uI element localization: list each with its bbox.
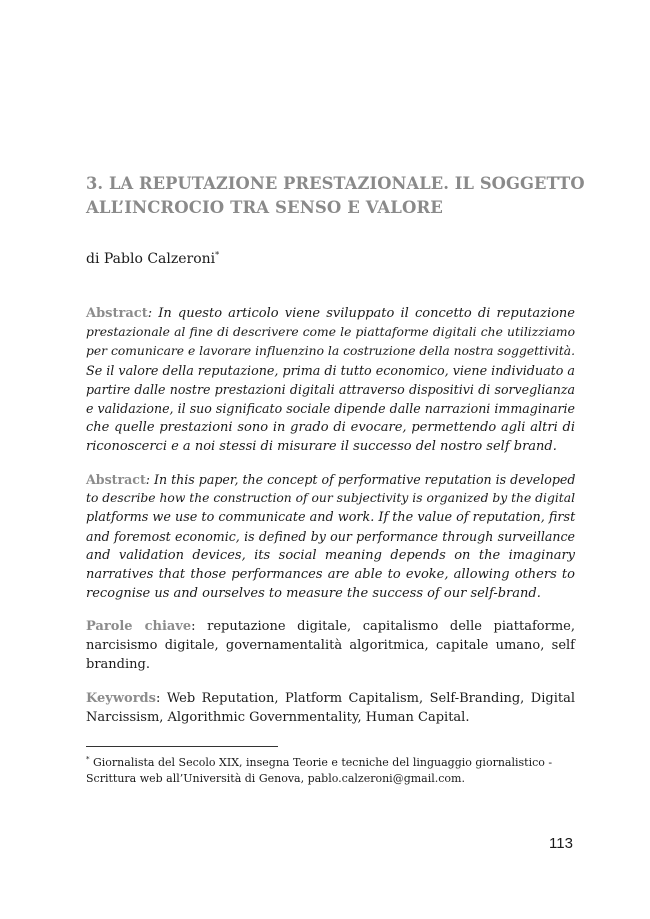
keywords-english-label: Keywords	[86, 691, 156, 706]
abstract-english-line: recognise us and ourselves to measure the success of our self-brand.	[86, 586, 541, 601]
author-name: di Pablo Calzeroni	[86, 251, 216, 267]
abstract-english	[86, 470, 575, 603]
abstract-italian-line: prestazionale al fine di descrivere come le piattaforme digitali che utilizziamo	[86, 325, 575, 339]
abstract-english-line: platforms we use to communicate and work. If the value of reputation, first	[86, 510, 576, 525]
keywords-italian-line: branding.	[86, 657, 150, 672]
author-footnote-mark: *	[215, 250, 220, 260]
footnote-line: Scrittura web all’Università di Genova, pablo.calzeroni@gmail.com.	[86, 772, 465, 785]
page-number: 113	[549, 835, 573, 852]
abstract-english-line: and validation devices, its social meaning depends on the imaginary	[86, 548, 575, 563]
abstract-english-line: to describe how the construction of our subjectivity is organized by the digital	[86, 491, 575, 505]
footnote	[86, 755, 575, 787]
abstract-italian-line: per comunicare e lavorare influenzino la costruzione della nostra soggettività.	[86, 344, 575, 358]
keywords-italian-line: Parole chiave: reputazione digitale, capitalismo delle piattaforme,	[86, 619, 575, 634]
footnote-divider	[86, 746, 278, 747]
abstract-english-line: narratives that those performances are able to evoke, allowing others to	[86, 567, 575, 582]
abstract-italian-label: Abstract	[86, 306, 148, 321]
abstract-english-label: Abstract	[86, 472, 146, 487]
article-title	[86, 172, 586, 220]
abstract-italian-line: e validazione, il suo significato sociale dipende dalle narrazioni immaginarie	[86, 401, 575, 416]
abstract-italian-line: Abstract: In questo articolo viene sviluppato il concetto di reputazione	[86, 306, 575, 321]
abstract-english-line: and foremost economic, is defined by our performance through surveillance	[86, 529, 575, 544]
keywords-italian-label: Parole chiave	[86, 619, 192, 634]
abstract-italian-line: Se il valore della reputazione, prima di tutto economico, viene individuato a	[86, 363, 575, 378]
abstract-italian-line: riconoscerci e a noi stessi di misurare il successo del nostro self brand.	[86, 439, 557, 454]
abstract-italian-line: partire dalle nostre prestazioni digitali attraverso dispositivi di sorveglianza	[86, 382, 575, 397]
abstract-italian	[86, 304, 575, 456]
footnote-mark: *	[86, 755, 90, 764]
keywords-italian-line: narcisismo digitale, governamentalità algoritmica, capitale umano, self	[86, 638, 575, 653]
keywords-english	[86, 689, 575, 727]
abstract-english-line: Abstract: In this paper, the concept of performative reputation is developed	[86, 472, 576, 487]
article-title-line-2: ALL’INCROCIO TRA SENSO E VALORE	[86, 198, 443, 217]
abstract-italian-line: che quelle prestazioni sono in grado di evocare, permettendo agli altri di	[86, 420, 575, 435]
keywords-english-line: Keywords: Web Reputation, Platform Capitalism, Self-Branding, Digital	[86, 691, 575, 706]
footnote-line: * Giornalista del Secolo XIX, insegna Teorie e tecniche del linguaggio giornalistico -	[86, 755, 553, 769]
article-title-line-1: 3. LA REPUTAZIONE PRESTAZIONALE. IL SOGGETTO	[86, 174, 585, 193]
author-byline	[86, 250, 219, 268]
keywords-italian	[86, 617, 575, 674]
keywords-english-line: Narcissism, Algorithmic Governmentality, Human Capital.	[86, 710, 470, 725]
